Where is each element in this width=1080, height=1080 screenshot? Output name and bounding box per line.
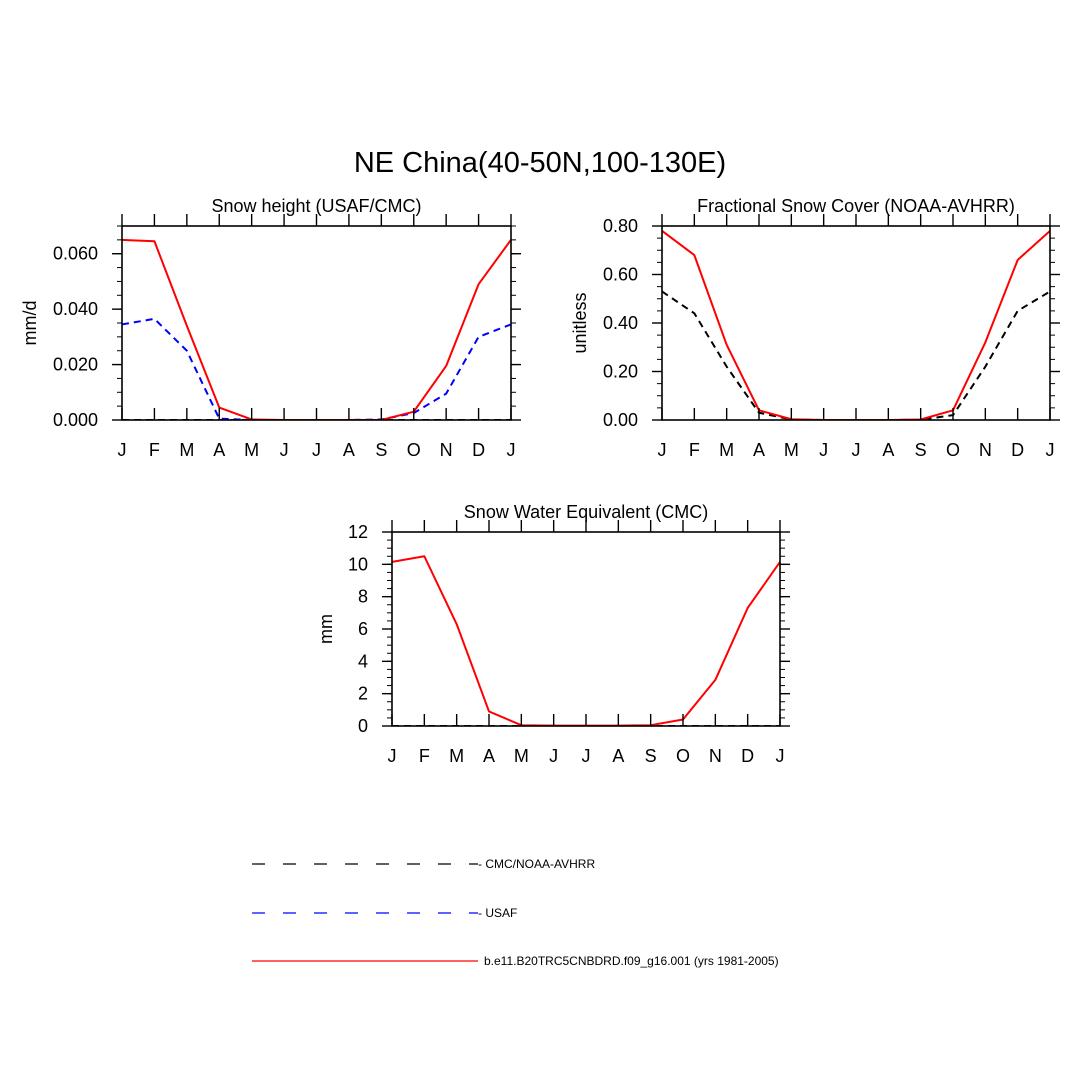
chart-snow-height xyxy=(20,196,521,460)
x-tick-label: J xyxy=(279,440,289,460)
x-tick-label: S xyxy=(914,440,927,460)
chart-title: Snow Water Equivalent (CMC) xyxy=(463,502,709,522)
x-tick-label: F xyxy=(148,440,160,460)
x-tick-label: M xyxy=(513,746,529,766)
x-tick-label: M xyxy=(719,440,735,460)
series-group xyxy=(662,231,1050,420)
plot-frame xyxy=(662,226,1050,420)
x-tick-label: A xyxy=(752,440,766,460)
chart-snow-cover xyxy=(570,196,1060,460)
y-tick-label: 6 xyxy=(357,619,368,639)
x-tick-label: J xyxy=(387,746,397,766)
legend-label-usaf: - USAF xyxy=(478,906,518,920)
series-line-b-e11-b20trc5cnbdrd-f09-g16-001-yrs-1981-2005 xyxy=(662,231,1050,420)
y-tick-label: 0.060 xyxy=(52,243,98,264)
y-tick-label: 0.40 xyxy=(602,313,638,333)
x-tick-label: N xyxy=(978,440,992,460)
x-tick-label: D xyxy=(741,746,755,766)
x-tick-label: A xyxy=(482,746,496,766)
y-tick-label: 0.020 xyxy=(52,354,98,375)
y-axis-label: mm/d xyxy=(20,300,40,346)
y-tick-label: 12 xyxy=(347,522,368,542)
chart-panels xyxy=(20,196,1060,766)
x-tick-label: D xyxy=(472,440,486,460)
x-tick-label: J xyxy=(775,746,785,766)
x-tick-label: M xyxy=(179,440,195,460)
y-tick-label: 0.80 xyxy=(602,216,638,236)
series-group xyxy=(122,240,511,420)
legend-label-cmc: - CMC/NOAA-AVHRR xyxy=(478,857,596,871)
x-tick-label: N xyxy=(708,746,722,766)
x-tick-label: J xyxy=(117,440,127,460)
x-tick-label: N xyxy=(439,440,453,460)
x-tick-label: S xyxy=(644,746,657,766)
x-tick-label: F xyxy=(688,440,700,460)
x-tick-label: J xyxy=(851,440,861,460)
y-tick-label: 4 xyxy=(357,651,368,672)
x-tick-label: J xyxy=(657,440,667,460)
x-tick-label: M xyxy=(244,440,260,460)
figure-title: NE China(40-50N,100-130E) xyxy=(353,147,727,179)
x-tick-label: F xyxy=(418,746,430,766)
series-group xyxy=(392,556,780,726)
y-tick-label: 0.00 xyxy=(602,410,638,430)
x-tick-label: J xyxy=(1045,440,1055,460)
x-tick-label: D xyxy=(1011,440,1025,460)
y-axis-label: unitless xyxy=(570,292,590,354)
y-tick-label: 0.20 xyxy=(602,361,638,382)
x-tick-label: M xyxy=(783,440,799,460)
y-tick-label: 0.040 xyxy=(52,299,98,320)
series-line-b-e11-b20trc5cnbdrd-f09-g16-001-yrs-1981-2005 xyxy=(392,556,780,725)
chart-title: Fractional Snow Cover (NOAA-AVHRR) xyxy=(697,196,1015,216)
y-tick-label: 0.60 xyxy=(602,264,638,285)
plot-frame xyxy=(122,226,511,420)
x-tick-label: A xyxy=(882,440,895,460)
legend xyxy=(252,857,779,968)
x-tick-label: J xyxy=(819,440,829,460)
x-tick-label: O xyxy=(945,440,961,460)
x-tick-label: J xyxy=(581,746,591,766)
x-tick-label: A xyxy=(213,440,226,460)
series-line-b-e11-b20trc5cnbdrd-f09-g16-001-yrs-1981-2005 xyxy=(122,240,511,420)
x-tick-label: J xyxy=(549,746,559,766)
y-tick-label: 2 xyxy=(357,683,368,704)
y-axis-label: mm xyxy=(316,614,336,644)
x-tick-label: A xyxy=(612,746,625,766)
series-line-cmc-noaa-avhrr xyxy=(662,291,1050,420)
plot-frame xyxy=(392,532,780,726)
x-tick-label: A xyxy=(342,440,355,460)
x-tick-label: O xyxy=(406,440,421,460)
x-tick-label: M xyxy=(449,746,465,766)
series-line-usaf xyxy=(122,319,511,420)
legend-label-model: b.e11.B20TRC5CNBDRD.f09_g16.001 (yrs 1981-2005) xyxy=(484,954,779,968)
y-tick-label: 8 xyxy=(357,586,368,607)
y-tick-label: 10 xyxy=(347,554,368,575)
x-tick-label: S xyxy=(375,440,388,460)
y-tick-label: 0 xyxy=(357,716,368,736)
y-tick-label: 0.000 xyxy=(52,410,98,430)
chart-title: Snow height (USAF/CMC) xyxy=(211,196,422,216)
x-tick-label: J xyxy=(312,440,321,460)
chart-swe xyxy=(316,502,790,766)
x-tick-label: O xyxy=(675,746,691,766)
x-tick-label: J xyxy=(506,440,516,460)
